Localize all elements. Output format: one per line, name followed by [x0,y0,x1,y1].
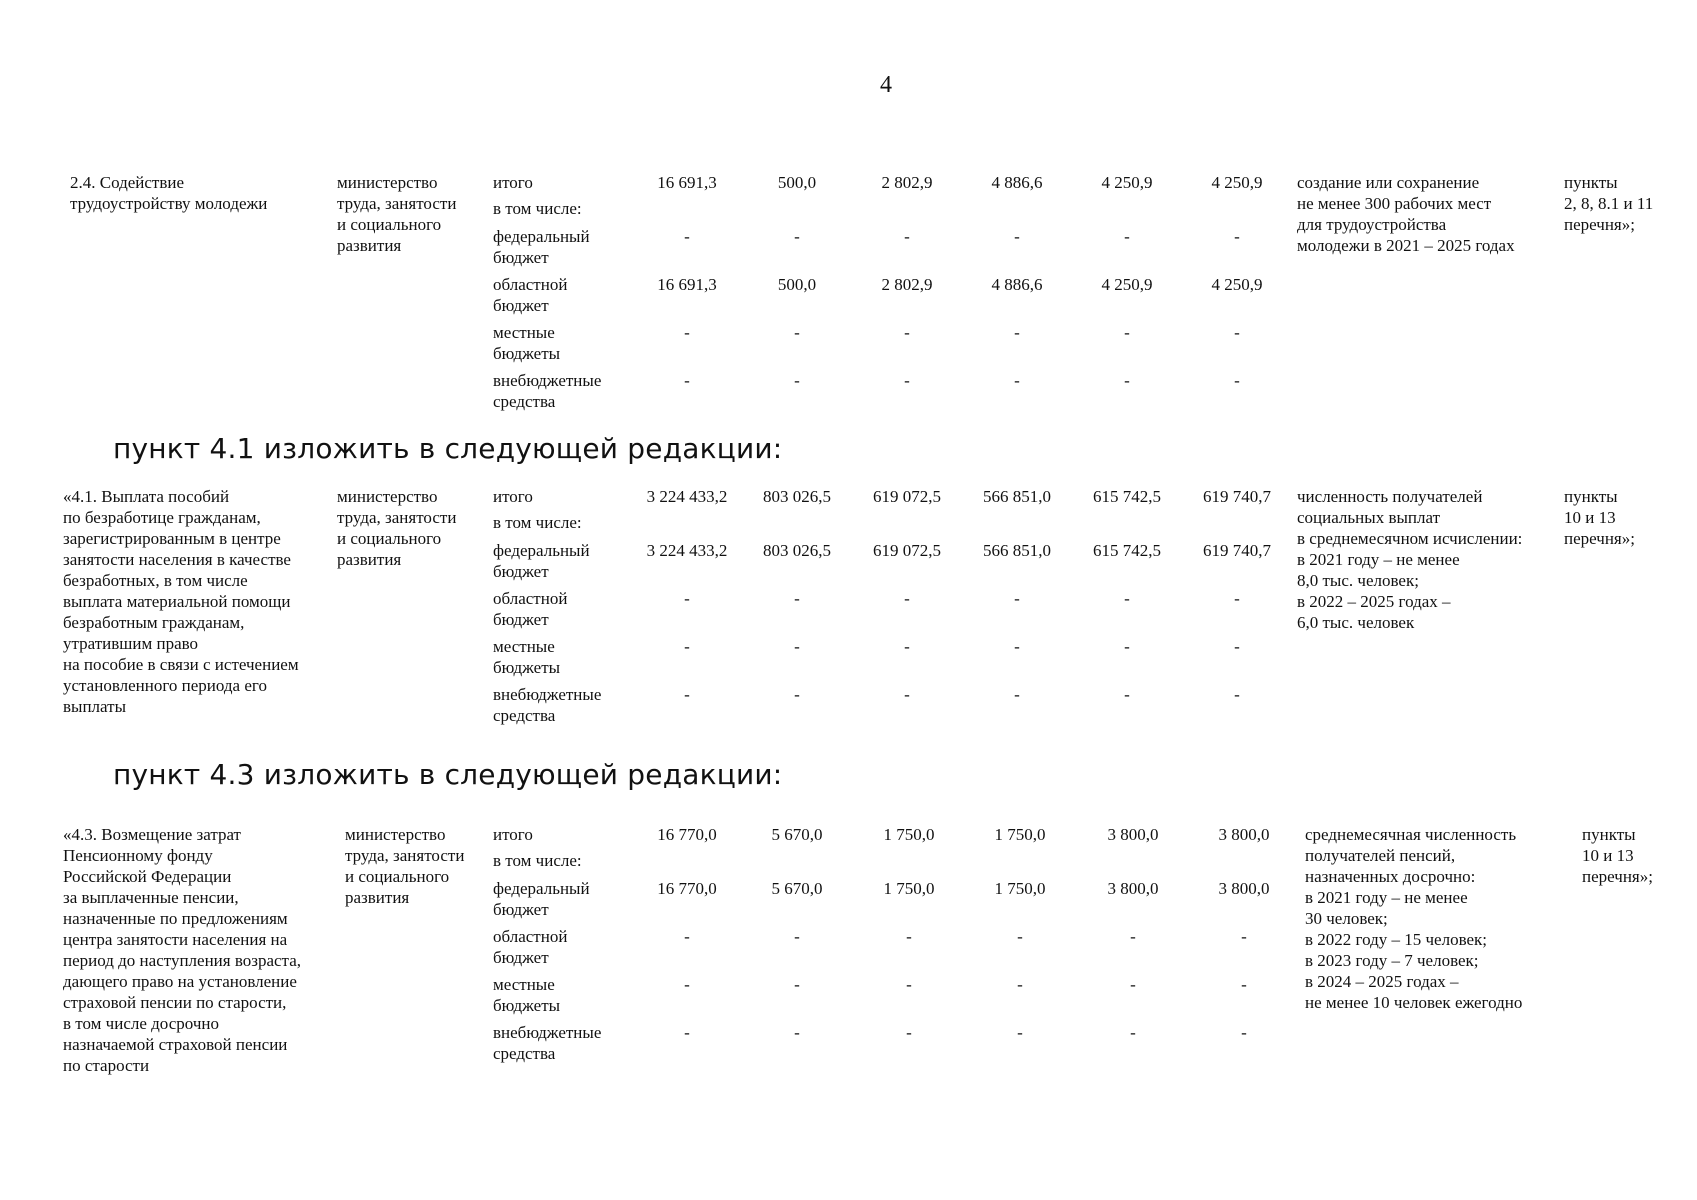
funding-value: - [904,637,910,656]
funding-source-label: местные бюджеты [493,323,561,363]
funding-source-label: внебюджетные средства [493,371,602,411]
funding-value: 3 800,0 [1218,879,1270,898]
funding-value: 16 770,0 [657,879,717,898]
funding-source-label: внебюджетные средства [493,685,602,725]
funding-value: - [794,371,800,390]
measure-result: численность получателей социальных выплат в среднемесячном исчислении: в 2021 году – не менее 8,0 тыс. человек; в 2022 – 2025 годах – 6,0 тыс. человек [1297,487,1523,632]
funding-value: - [684,927,690,946]
measure-title: «4.3. Возмещение затрат Пенсионному фонду Российской Федерации за выплаченные пенсии, назначенные по предложениям центра занятости населения на период до наступления возраста, дающего право на установление страховой пенсии по старости, в том числе досрочно назначаемой страховой пенсии по старости [63,825,301,1075]
funding-value: 4 250,9 [1101,275,1153,294]
funding-value: 16 770,0 [657,825,717,844]
funding-value: - [1017,975,1023,994]
funding-value: - [684,685,690,704]
funding-source-label: итого [493,173,533,192]
funding-value: 500,0 [777,173,817,192]
measure-points: пункты 10 и 13 перечня»; [1582,825,1653,886]
funding-value: - [906,1023,912,1042]
funding-value: - [1124,371,1130,390]
funding-value: - [1014,371,1020,390]
funding-value: 619 740,7 [1203,487,1271,506]
measure-points: пункты 2, 8, 8.1 и 11 перечня»; [1564,173,1654,234]
funding-value: 2 802,9 [881,173,933,192]
funding-value: 803 026,5 [763,541,831,560]
funding-value: - [1130,1023,1136,1042]
funding-value: - [794,927,800,946]
funding-value: - [1014,637,1020,656]
funding-value: - [1017,1023,1023,1042]
section-heading-4-3: пункт 4.3 изложить в следующей редакции: [113,758,783,791]
funding-value: 5 670,0 [771,879,823,898]
funding-value: 5 670,0 [771,825,823,844]
funding-source-label: внебюджетные средства [493,1023,602,1063]
funding-value: - [904,589,910,608]
funding-value: - [794,227,800,246]
funding-value: 3 224 433,2 [646,487,728,506]
funding-source-label: федеральный бюджет [493,879,590,919]
funding-value: 4 886,6 [991,173,1043,192]
funding-source-label: местные бюджеты [493,637,561,677]
funding-value: - [1234,227,1240,246]
funding-source-label: в том числе: [493,513,582,532]
funding-value: - [904,227,910,246]
funding-value: - [1017,927,1023,946]
funding-value: - [906,975,912,994]
funding-value: - [1234,371,1240,390]
funding-value: 619 072,5 [873,487,941,506]
funding-value: 566 851,0 [983,487,1051,506]
funding-value: - [794,637,800,656]
measure-executor: министерство труда, занятости и социального развития [345,825,465,907]
measure-title: 2.4. Содействие трудоустройству молодежи [70,173,268,213]
funding-source-label: федеральный бюджет [493,227,590,267]
funding-value: - [1234,589,1240,608]
funding-value: - [684,1023,690,1042]
funding-value: - [1130,975,1136,994]
funding-value: - [1014,685,1020,704]
funding-value: - [1124,323,1130,342]
funding-value: - [684,637,690,656]
funding-value: 3 800,0 [1107,825,1159,844]
funding-value: - [684,227,690,246]
funding-value: - [904,323,910,342]
funding-value: - [906,927,912,946]
funding-value: 615 742,5 [1093,541,1161,560]
funding-value: 1 750,0 [883,825,935,844]
measure-title: «4.1. Выплата пособий по безработице гражданам, зарегистрированным в центре занятости населения в качестве безработных, в том числе выплата материальной помощи безработным гражданам, утратившим право на пособие в связи с истечением установленного периода его выплаты [63,487,299,716]
funding-value: - [1241,975,1247,994]
funding-value: - [684,371,690,390]
funding-value: 1 750,0 [883,879,935,898]
funding-value: 3 800,0 [1107,879,1159,898]
page-number: 4 [880,72,892,98]
funding-value: 615 742,5 [1093,487,1161,506]
funding-value: 500,0 [777,275,817,294]
measure-result: создание или сохранение не менее 300 рабочих мест для трудоустройства молодежи в 2021 – 2025 годах [1297,173,1515,255]
funding-value: - [684,589,690,608]
funding-value: - [794,323,800,342]
funding-value: - [1014,323,1020,342]
funding-value: 566 851,0 [983,541,1051,560]
funding-value: - [1234,637,1240,656]
measure-executor: министерство труда, занятости и социального развития [337,173,457,255]
funding-source-label: областной бюджет [493,927,568,967]
funding-source-label: местные бюджеты [493,975,561,1015]
funding-source-label: федеральный бюджет [493,541,590,581]
funding-value: 16 691,3 [657,275,717,294]
funding-value: 4 250,9 [1211,173,1263,192]
section-heading-4-1: пункт 4.1 изложить в следующей редакции: [113,432,783,465]
funding-value: 619 740,7 [1203,541,1271,560]
funding-source-label: областной бюджет [493,589,568,629]
measure-executor: министерство труда, занятости и социального развития [337,487,457,569]
funding-value: 4 886,6 [991,275,1043,294]
funding-source-label: в том числе: [493,199,582,218]
funding-value: 16 691,3 [657,173,717,192]
funding-source-label: итого [493,487,533,506]
funding-value: - [794,975,800,994]
funding-value: - [794,589,800,608]
funding-value: - [1014,589,1020,608]
funding-value: 4 250,9 [1211,275,1263,294]
measure-points: пункты 10 и 13 перечня»; [1564,487,1635,548]
funding-value: 1 750,0 [994,879,1046,898]
funding-value: 1 750,0 [994,825,1046,844]
funding-source-label: областной бюджет [493,275,568,315]
funding-value: - [1124,637,1130,656]
funding-value: - [1241,1023,1247,1042]
funding-value: 2 802,9 [881,275,933,294]
funding-value: - [794,1023,800,1042]
funding-value: - [1124,685,1130,704]
funding-value: - [904,371,910,390]
funding-value: - [1234,323,1240,342]
funding-value: - [1124,227,1130,246]
measure-result: среднемесячная численность получателей пенсий, назначенных досрочно: в 2021 году – не менее 30 человек; в 2022 году – 15 человек; в 2023 году – 7 человек; в 2024 – 2025 годах – не менее 10 человек ежегодно [1305,825,1523,1012]
funding-value: 3 800,0 [1218,825,1270,844]
funding-value: - [1234,685,1240,704]
funding-source-label: итого [493,825,533,844]
funding-value: 803 026,5 [763,487,831,506]
funding-value: - [1014,227,1020,246]
funding-value: - [1124,589,1130,608]
funding-value: 619 072,5 [873,541,941,560]
funding-value: - [904,685,910,704]
funding-value: 4 250,9 [1101,173,1153,192]
funding-value: 3 224 433,2 [646,541,728,560]
funding-value: - [1130,927,1136,946]
funding-value: - [684,323,690,342]
funding-source-label: в том числе: [493,851,582,870]
funding-value: - [794,685,800,704]
funding-value: - [684,975,690,994]
funding-value: - [1241,927,1247,946]
